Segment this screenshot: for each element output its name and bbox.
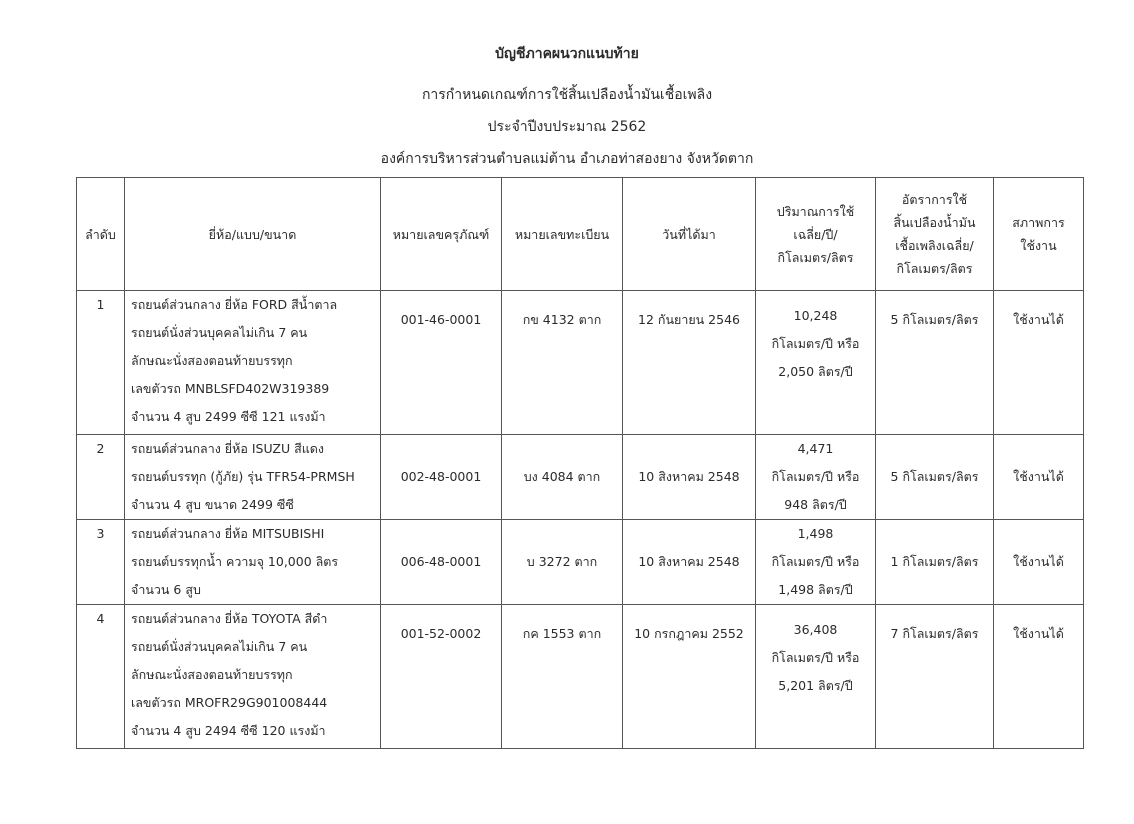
- cell-order: 4: [77, 605, 125, 749]
- header-rate: อัตราการใช้ สิ้นเปลืองน้ำมัน เชื้อเพลิงเฉลี่ย/ กิโลเมตร/ลิตร: [876, 178, 994, 291]
- cell-status: ใช้งานได้: [994, 435, 1084, 520]
- cell-rate: 1 กิโลเมตร/ลิตร: [876, 520, 994, 605]
- cell-order: 3: [77, 520, 125, 605]
- cell-description: รถยนต์ส่วนกลาง ยี่ห้อ TOYOTA สีดำ รถยนต์นั่งส่วนบุคคลไม่เกิน 7 คน ลักษณะนั่งสองตอนท้ายบรรทุก เลขตัวรถ MROFR29G901008444 จำนวน 4 สูบ 2494 ซีซี 120 แรงม้า: [125, 605, 381, 749]
- header-asset-no: หมายเลขครุภัณฑ์: [381, 178, 502, 291]
- cell-description: รถยนต์ส่วนกลาง ยี่ห้อ ISUZU สีแดง รถยนต์บรรทุก (กู้ภัย) รุ่น TFR54-PRMSH จำนวน 4 สูบ ขนาด 2499 ซีซี: [125, 435, 381, 520]
- table-row: [77, 520, 1084, 605]
- cell-order: 2: [77, 435, 125, 520]
- cell-plate: บง 4084 ตาก: [502, 435, 623, 520]
- cell-status: ใช้งานได้: [994, 605, 1084, 749]
- cell-usage: 36,408 กิโลเมตร/ปี หรือ 5,201 ลิตร/ปี: [756, 605, 876, 749]
- fiscal-year: ประจำปีงบประมาณ 2562: [487, 119, 647, 135]
- cell-status: ใช้งานได้: [994, 291, 1084, 435]
- cell-rate: 5 กิโลเมตร/ลิตร: [876, 291, 994, 435]
- header-date: วันที่ได้มา: [623, 178, 756, 291]
- header-usage: ปริมาณการใช้ เฉลี่ย/ปี/ กิโลเมตร/ลิตร: [756, 178, 876, 291]
- document-subtitle: การกำหนดเกณฑ์การใช้สิ้นเปลืองน้ำมันเชื้อเพลิง: [421, 87, 713, 103]
- cell-plate: กข 4132 ตาก: [502, 291, 623, 435]
- document-title: บัญชีภาคผนวกแนบท้าย: [495, 46, 639, 62]
- cell-description: รถยนต์ส่วนกลาง ยี่ห้อ MITSUBISHI รถยนต์บรรทุกน้ำ ความจุ 10,000 ลิตร จำนวน 6 สูบ: [125, 520, 381, 605]
- organization-name: องค์การบริหารส่วนตำบลแม่ต้าน อำเภอท่าสองยาง จังหวัดตาก: [380, 151, 754, 167]
- header-brand: ยี่ห้อ/แบบ/ขนาด: [125, 178, 381, 291]
- cell-asset-no: 001-46-0001: [381, 291, 502, 435]
- cell-rate: 7 กิโลเมตร/ลิตร: [876, 605, 994, 749]
- table-row: [77, 605, 1084, 749]
- cell-asset-no: 006-48-0001: [381, 520, 502, 605]
- header-plate: หมายเลขทะเบียน: [502, 178, 623, 291]
- cell-asset-no: 002-48-0001: [381, 435, 502, 520]
- cell-date: 10 สิงหาคม 2548: [623, 435, 756, 520]
- cell-usage: 1,498 กิโลเมตร/ปี หรือ 1,498 ลิตร/ปี: [756, 520, 876, 605]
- cell-plate: กค 1553 ตาก: [502, 605, 623, 749]
- cell-rate: 5 กิโลเมตร/ลิตร: [876, 435, 994, 520]
- cell-date: 12 กันยายน 2546: [623, 291, 756, 435]
- cell-order: 1: [77, 291, 125, 435]
- table-header-row: [77, 178, 1084, 291]
- header-order: ลำดับ: [77, 178, 125, 291]
- cell-usage: 4,471 กิโลเมตร/ปี หรือ 948 ลิตร/ปี: [756, 435, 876, 520]
- cell-description: รถยนต์ส่วนกลาง ยี่ห้อ FORD สีน้ำตาล รถยนต์นั่งส่วนบุคคลไม่เกิน 7 คน ลักษณะนั่งสองตอนท้ายบรรทุก เลขตัวรถ MNBLSFD402W319389 จำนวน 4 สูบ 2499 ซีซี 121 แรงม้า: [125, 291, 381, 435]
- cell-date: 10 สิงหาคม 2548: [623, 520, 756, 605]
- cell-plate: บ 3272 ตาก: [502, 520, 623, 605]
- header-status: สภาพการ ใช้งาน: [994, 178, 1084, 291]
- cell-asset-no: 001-52-0002: [381, 605, 502, 749]
- table-row: [77, 435, 1084, 520]
- cell-date: 10 กรกฎาคม 2552: [623, 605, 756, 749]
- cell-status: ใช้งานได้: [994, 520, 1084, 605]
- fuel-consumption-table: [76, 177, 1084, 749]
- cell-usage: 10,248 กิโลเมตร/ปี หรือ 2,050 ลิตร/ปี: [756, 291, 876, 435]
- table-row: [77, 291, 1084, 435]
